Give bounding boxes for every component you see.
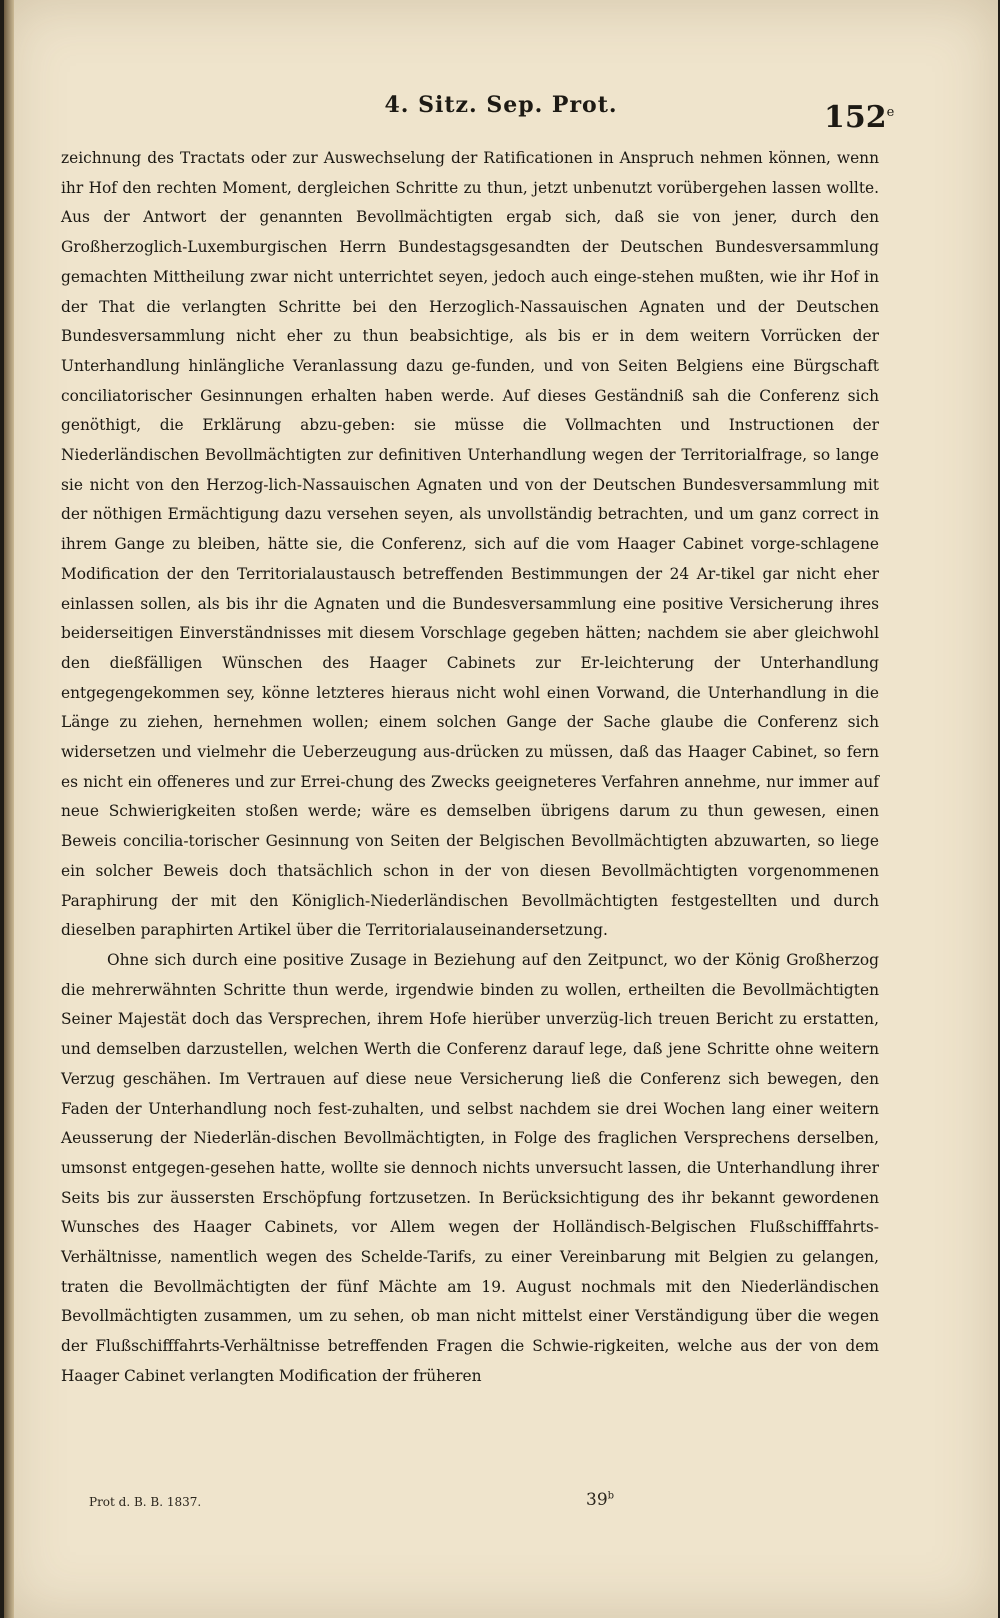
running-head: 4. Sitz. Sep. Prot. [384,92,618,118]
paragraph: zeichnung des Tractats oder zur Auswechselung der Ratificationen in Anspruch nehmen können, wenn ihr Hof den rechten Moment, dergleichen Schritte zu thun, jetzt unbenutzt vorübergehen lassen wollte. Aus der Antwort der genannten Bevollmächtigten ergab sich, daß sie von jener, durch den Großherzoglich-Luxemburgischen Herrn Bundestagsgesandten der Deutschen Bundesversammlung gemachten Mittheilung zwar nicht unterrichtet seyen, jedoch auch einge-stehen mußten, wie ihr Hof in der That die verlangten Schritte bei den Herzoglich-Nassauischen Agnaten und der Deutschen Bundesversammlung nicht eher zu thun beabsichtige, als bis er in dem weitern Vorrücken der Unterhandlung hinlängliche Veranlassung dazu ge-funden, und von Seiten Belgiens eine Bürgschaft conciliatorischer Gesinnungen erhalten haben werde. Auf dieses Geständniß sah die Conferenz sich genöthigt, die Erklärung abzu-geben: sie müsse die Vollmachten und Instructionen der Niederländischen Bevollmächtigten zur definitiven Unterhandlung wegen der Territorialfrage, so lange sie nicht von den Herzog-lich-Nassauischen Agnaten und von der Deutschen Bundesversammlung mit der nöthigen Ermächtigung dazu versehen seyen, als unvollständig betrachten, und um ganz correct in ihrem Gange zu bleiben, hätte sie, die Conferenz, sich auf die vom Haager Cabinet vorge-schlagene Modification der den Territorialaustausch betreffenden Bestimmungen der 24 Ar-tikel gar nicht eher einlassen sollen, als bis ihr die Agnaten und die Bundesversammlung eine positive Versicherung ihres beiderseitigen Einverständnisses mit diesem Vorschlage gegeben hätten; nachdem sie aber gleichwohl den dießfälligen Wünschen des Haager Cabinets zur Er-leichterung der Unterhandlung entgegengekommen sey, könne letzteres hieraus nicht wohl einen Vorwand, die Unterhandlung in die Länge zu ziehen, hernehmen wollen; einem solchen Gange der Sache glaube die Conferenz sich widersetzen und vielmehr die Ueberzeugung aus-drücken zu müssen, daß das Haager Cabinet, so fern es nicht ein offeneres und zur Errei-chung des Zwecks geeigneteres Verfahren annehme, nur immer auf neue Schwierigkeiten stoßen werde; wäre es demselben übrigens darum zu thun gewesen, einen Beweis concilia-torischer Gesinnung von Seiten der Belgischen Bevollmächtigten abzuwarten, so liege ein solcher Beweis doch thatsächlich schon in der von diesen Bevollmächtigten vorgenommenen Paraphirung der mit den Königlich-Niederländischen Bevollmächtigten festgestellten und durch dieselben paraphirten Artikel über die Territorialauseinandersetzung. [61,149,879,940]
page-number-value: 152 [824,100,887,135]
body-text [61,144,879,1392]
paragraph: Ohne sich durch eine positive Zusage in Beziehung auf den Zeitpunct, wo der König Großherzog die mehrerwähnten Schritte thun werde, irgendwie binden zu wollen, ertheilten die Bevollmächtigten Seiner Majestät doch das Versprechen, ihrem Hofe hierüber unverzüg-lich treuen Bericht zu erstatten, und demselben darzustellen, welchen Werth die Conferenz darauf lege, daß jene Schritte ohne weitern Verzug geschähen. Im Vertrauen auf diese neue Versicherung ließ die Conferenz sich bewegen, den Faden der Unterhandlung noch fest-zuhalten, und selbst nachdem sie drei Wochen lang einer weitern Aeusserung der Niederlän-dischen Bevollmächtigten, in Folge des fraglichen Versprechens derselben, umsonst entgegen-gesehen hatte, wollte sie dennoch nichts unversucht lassen, die Unterhandlung ihrer Seits bis zur äussersten Erschöpfung fortzusetzen. In Berücksichtigung des ihr bekannt gewordenen Wunsches des Haager Cabinets, vor Allem wegen der Holländisch-Belgischen Flußschifffahrts-Verhältnisse, namentlich wegen des Schelde-Tarifs, zu einer Vereinbarung mit Belgien zu gelangen, traten die Bevollmächtigten der fünf Mächte am 19. August nochmals mit den Niederländischen Bevollmächtigten zusammen, um zu sehen, ob man nicht mittelst einer Verständigung über die wegen der Flußschifffahrts-Verhältnisse betreffenden Fragen die Schwie-rigkeiten, welche aus der von dem Haager Cabinet verlangten Modification der früheren [61,950,879,1385]
sheet-signature-number: 39 [586,1490,608,1510]
sheet-signature-suffix: b [607,1490,615,1502]
sheet-signature [586,1490,614,1510]
footer-imprint: Prot d. B. B. 1837. [89,1495,202,1509]
page-number [824,100,894,135]
document-page [4,0,998,1618]
page-binding-edge [4,0,14,1618]
page-number-suffix: e [886,105,895,120]
